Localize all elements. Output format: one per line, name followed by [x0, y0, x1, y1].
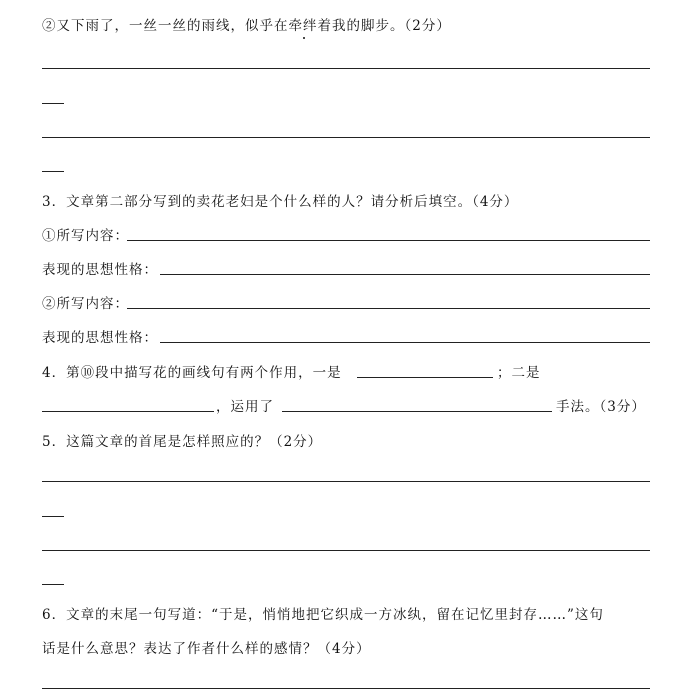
q4-blank-1[interactable]: [357, 377, 493, 378]
q2-item2-sentence: [42, 14, 451, 34]
q4-line-1: [42, 361, 342, 381]
q4-text-d: 手法。（3分）: [556, 399, 646, 415]
q3-trait-answer-1[interactable]: [160, 274, 650, 275]
q4-text-b: ；二是: [497, 365, 541, 381]
q3-content-label-1: ①所写内容：: [42, 228, 129, 244]
q3-content-answer-1[interactable]: [127, 240, 650, 241]
q3-trait-row-1: [42, 258, 158, 278]
q3-trait-answer-2[interactable]: [160, 342, 650, 343]
q2-item2-text-a: ②又下雨了，一丝一丝的雨线，似乎在: [42, 18, 289, 34]
q5-prompt: 5．这篇文章的首尾是怎样照应的？（2分）: [42, 434, 323, 450]
answer-line-continuation[interactable]: [42, 171, 64, 172]
q3-trait-label-1: 表现的思想性格：: [42, 262, 158, 278]
q3-trait-row-2: [42, 326, 158, 346]
answer-line-continuation[interactable]: [42, 103, 64, 104]
q4-text-c: ，运用了: [216, 399, 274, 415]
answer-line[interactable]: [42, 688, 650, 689]
answer-line[interactable]: [42, 137, 650, 138]
q3-content-answer-2[interactable]: [127, 308, 650, 309]
q4-text-a: 4．第⑩段中描写花的画线句有两个作用，一是: [42, 365, 342, 381]
answer-line-continuation[interactable]: [42, 516, 64, 517]
answer-line[interactable]: [42, 481, 650, 482]
q6-prompt-line-2: 话是什么意思？表达了作者什么样的感情？（4分）: [42, 641, 371, 657]
q2-item2-text-b: 着我的脚步。（2分）: [317, 18, 451, 34]
q4-blank-3[interactable]: [282, 411, 552, 412]
answer-line[interactable]: [42, 550, 650, 551]
q3-content-row-1: [42, 224, 129, 244]
q3-prompt: 3．文章第二部分写到的卖花老妇是个什么样的人？请分析后填空。（4分）: [42, 194, 519, 210]
q6-prompt-line-1: 6．文章的末尾一句写道：“于是，悄悄地把它织成一方冰纨，留在记忆里封存……”这句: [42, 607, 604, 623]
q3-content-label-2: ②所写内容：: [42, 296, 129, 312]
answer-line[interactable]: [42, 68, 650, 69]
q4-blank-2[interactable]: [42, 411, 214, 412]
answer-line-continuation[interactable]: [42, 584, 64, 585]
q3-content-row-2: [42, 292, 129, 312]
q2-item2-emphasis: 牵绊: [288, 18, 318, 34]
q3-trait-label-2: 表现的思想性格：: [42, 330, 158, 346]
